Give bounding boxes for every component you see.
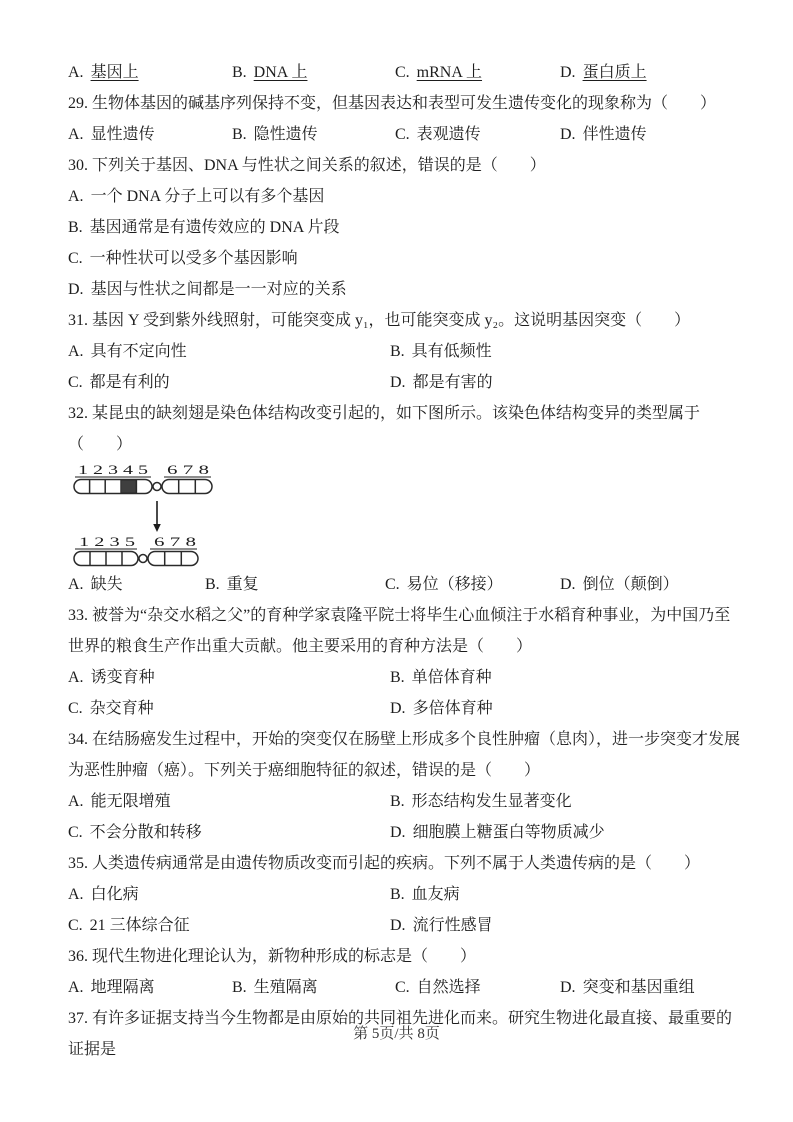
centromere bbox=[153, 483, 161, 491]
option-b bbox=[390, 786, 744, 817]
option-letter: C. bbox=[395, 979, 410, 996]
option-text: 表观遗传 bbox=[416, 126, 481, 143]
page-number: 第 5页/共 8页 bbox=[353, 1026, 440, 1042]
segment-labels-left: 1 2 3 4 5 bbox=[78, 462, 148, 477]
option-text: 都是有害的 bbox=[412, 374, 493, 391]
option-c bbox=[395, 972, 560, 1003]
option-letter: A. bbox=[68, 576, 84, 593]
options-row bbox=[68, 662, 744, 693]
option-text: 诱变育种 bbox=[90, 669, 155, 686]
option-letter: C. bbox=[395, 64, 410, 81]
options-row-q28 bbox=[68, 57, 744, 88]
option-text: 血友病 bbox=[411, 886, 460, 903]
option-letter: D. bbox=[68, 281, 84, 298]
question-35 bbox=[68, 848, 744, 941]
question-stem: 35. 人类遗传病通常是由遗传物质改变而引起的疾病。下列不属于人类遗传病的是（ ） bbox=[68, 855, 701, 872]
option-d bbox=[390, 367, 744, 398]
option-b bbox=[205, 569, 385, 600]
option-d bbox=[560, 569, 744, 600]
option-letter: C. bbox=[68, 700, 83, 717]
option-text: 单倍体育种 bbox=[411, 669, 492, 686]
option-letter: A. bbox=[68, 793, 84, 810]
option-text: 隐性遗传 bbox=[253, 126, 318, 143]
option-letter: A. bbox=[68, 979, 84, 996]
option-a bbox=[68, 569, 205, 600]
option-letter: C. bbox=[68, 250, 83, 267]
option-b bbox=[390, 879, 744, 910]
option-text: 流行性感冒 bbox=[412, 917, 493, 934]
option-letter: A. bbox=[68, 669, 84, 686]
option-letter: D. bbox=[560, 64, 576, 81]
arrow-head bbox=[153, 524, 161, 532]
option-b bbox=[232, 57, 395, 88]
option-d bbox=[560, 57, 744, 88]
page-footer bbox=[0, 1022, 793, 1043]
option-a bbox=[68, 786, 390, 817]
option-letter: A. bbox=[68, 126, 84, 143]
question-36 bbox=[68, 941, 744, 1003]
option-a bbox=[68, 181, 744, 212]
option-letter: C. bbox=[68, 917, 83, 934]
option-letter: B. bbox=[390, 669, 405, 686]
option-text: 形态结构发生显著变化 bbox=[411, 793, 572, 810]
segment-labels-left: 1 2 3 5 bbox=[79, 534, 135, 549]
question-29 bbox=[68, 88, 744, 150]
option-letter: D. bbox=[390, 374, 406, 391]
option-d bbox=[390, 693, 744, 724]
options-row bbox=[68, 972, 744, 1003]
option-letter: D. bbox=[390, 917, 406, 934]
option-b bbox=[390, 662, 744, 693]
option-letter: B. bbox=[390, 343, 405, 360]
right-arm bbox=[162, 480, 212, 494]
chromosome-before bbox=[74, 462, 212, 494]
option-d bbox=[560, 972, 744, 1003]
option-a bbox=[68, 336, 390, 367]
question-stem: 36. 现代生物进化理论认为，新物种形成的标志是（ ） bbox=[68, 948, 477, 965]
option-letter: A. bbox=[68, 188, 84, 205]
options-row bbox=[68, 336, 744, 367]
option-text: 重复 bbox=[226, 576, 259, 593]
option-c bbox=[68, 910, 390, 941]
left-arm bbox=[74, 480, 152, 494]
option-text: 都是有利的 bbox=[89, 374, 170, 391]
options-row bbox=[68, 367, 744, 398]
option-text: 细胞膜上糖蛋白等物质减少 bbox=[412, 824, 605, 841]
option-letter: D. bbox=[560, 576, 576, 593]
option-b bbox=[390, 336, 744, 367]
chromosome-diagram-svg bbox=[70, 462, 222, 569]
chromosome-diagram bbox=[68, 460, 744, 569]
option-text: 具有不定向性 bbox=[90, 343, 187, 360]
option-text: 缺失 bbox=[90, 576, 123, 593]
question-stem: 32. 某昆虫的缺刻翅是染色体结构改变引起的，如下图所示。该染色体结构变异的类型属于（ ） bbox=[68, 405, 701, 453]
option-letter: C. bbox=[68, 374, 83, 391]
option-letter: B. bbox=[232, 64, 247, 81]
option-letter: D. bbox=[560, 126, 576, 143]
option-letter: A. bbox=[68, 64, 84, 81]
question-stem: 33. 被誉为“杂交水稻之父”的育种学家袁隆平院士将毕生心血倾注于水稻育种事业，为中国乃至世界的粮食生产作出重大贡献。他主要采用的育种方法是（ ） bbox=[68, 607, 731, 655]
option-text: 基因与性状之间都是一一对应的关系 bbox=[90, 281, 347, 298]
centromere bbox=[139, 555, 147, 563]
options-row bbox=[68, 879, 744, 910]
question-stem: 29. 生物体基因的碱基序列保持不变，但基因表达和表型可发生遗传变化的现象称为（ ） bbox=[68, 95, 717, 112]
option-text: 蛋白质上 bbox=[582, 64, 647, 81]
option-letter: B. bbox=[205, 576, 220, 593]
option-text: 自然选择 bbox=[416, 979, 481, 996]
option-text: 生殖隔离 bbox=[253, 979, 318, 996]
option-d bbox=[390, 910, 744, 941]
option-c bbox=[68, 693, 390, 724]
option-text: mRNA 上 bbox=[416, 64, 483, 81]
option-letter: A. bbox=[68, 343, 84, 360]
shaded-segment-4 bbox=[121, 480, 137, 493]
option-letter: C. bbox=[68, 824, 83, 841]
option-text: 易位（移接） bbox=[406, 576, 503, 593]
chromosome-after bbox=[74, 534, 198, 566]
option-letter: B. bbox=[390, 886, 405, 903]
option-c bbox=[395, 119, 560, 150]
options-row bbox=[68, 693, 744, 724]
question-33 bbox=[68, 600, 744, 724]
option-c bbox=[68, 367, 390, 398]
question-stem: 34. 在结肠癌发生过程中，开始的突变仅在肠壁上形成多个良性肿瘤（息肉），进一步突变才发展为恶性肿瘤（癌）。下列关于癌细胞特征的叙述，错误的是（ ） bbox=[68, 731, 741, 779]
option-text: 杂交育种 bbox=[89, 700, 154, 717]
option-text: 地理隔离 bbox=[90, 979, 155, 996]
option-text: 一种性状可以受多个基因影响 bbox=[89, 250, 298, 267]
option-text: 倒位（颠倒） bbox=[582, 576, 679, 593]
option-letter: C. bbox=[385, 576, 400, 593]
option-text: 伴性遗传 bbox=[582, 126, 647, 143]
option-a bbox=[68, 662, 390, 693]
option-a bbox=[68, 879, 390, 910]
option-a bbox=[68, 119, 232, 150]
option-text: 能无限增殖 bbox=[90, 793, 171, 810]
option-letter: B. bbox=[390, 793, 405, 810]
option-d bbox=[68, 274, 744, 305]
question-stem: 31. 基因 Y 受到紫外线照射，可能突变成 y₁，也可能突变成 y₂。这说明基因突变（ ） bbox=[68, 312, 691, 329]
option-a bbox=[68, 57, 232, 88]
option-text: 基因上 bbox=[90, 64, 139, 81]
option-text: 基因通常是有遗传效应的 DNA 片段 bbox=[89, 219, 340, 236]
option-letter: B. bbox=[68, 219, 83, 236]
option-a bbox=[68, 972, 232, 1003]
option-d bbox=[560, 119, 744, 150]
options-row bbox=[68, 569, 744, 600]
options-row bbox=[68, 786, 744, 817]
option-text: DNA 上 bbox=[253, 64, 308, 81]
question-31 bbox=[68, 305, 744, 398]
option-b bbox=[232, 972, 395, 1003]
option-c bbox=[385, 569, 560, 600]
exam-content bbox=[68, 57, 744, 1065]
option-c bbox=[395, 57, 560, 88]
options-row bbox=[68, 119, 744, 150]
option-text: 多倍体育种 bbox=[412, 700, 493, 717]
option-text: 具有低频性 bbox=[411, 343, 492, 360]
option-d bbox=[390, 817, 744, 848]
option-text: 突变和基因重组 bbox=[582, 979, 695, 996]
option-text: 一个 DNA 分子上可以有多个基因 bbox=[90, 188, 325, 205]
option-text: 显性遗传 bbox=[90, 126, 155, 143]
question-34 bbox=[68, 724, 744, 848]
option-letter: C. bbox=[395, 126, 410, 143]
option-letter: D. bbox=[390, 700, 406, 717]
arrow-down-icon bbox=[153, 501, 161, 532]
option-letter: B. bbox=[232, 126, 247, 143]
options-row bbox=[68, 817, 744, 848]
option-letter: D. bbox=[560, 979, 576, 996]
question-stem: 30. 下列关于基因、DNA 与性状之间关系的叙述，错误的是（ ） bbox=[68, 157, 546, 174]
option-b bbox=[68, 212, 744, 243]
right-arm bbox=[148, 552, 198, 566]
segment-labels-right: 6 7 8 bbox=[154, 534, 196, 549]
option-b bbox=[232, 119, 395, 150]
option-c bbox=[68, 243, 744, 274]
option-letter: B. bbox=[232, 979, 247, 996]
option-letter: D. bbox=[390, 824, 406, 841]
option-letter: A. bbox=[68, 886, 84, 903]
option-c bbox=[68, 817, 390, 848]
option-text: 21 三体综合征 bbox=[89, 917, 190, 934]
option-text: 不会分散和转移 bbox=[89, 824, 202, 841]
segment-labels-right: 6 7 8 bbox=[167, 462, 209, 477]
question-stem: 37. 有许多证据支持当今生物都是由原始的共同祖先进化而来。研究生物进化最直接、最重要的证据是 bbox=[68, 1010, 733, 1058]
question-30 bbox=[68, 150, 744, 305]
options-row bbox=[68, 910, 744, 941]
question-32 bbox=[68, 398, 744, 600]
option-text: 白化病 bbox=[90, 886, 139, 903]
